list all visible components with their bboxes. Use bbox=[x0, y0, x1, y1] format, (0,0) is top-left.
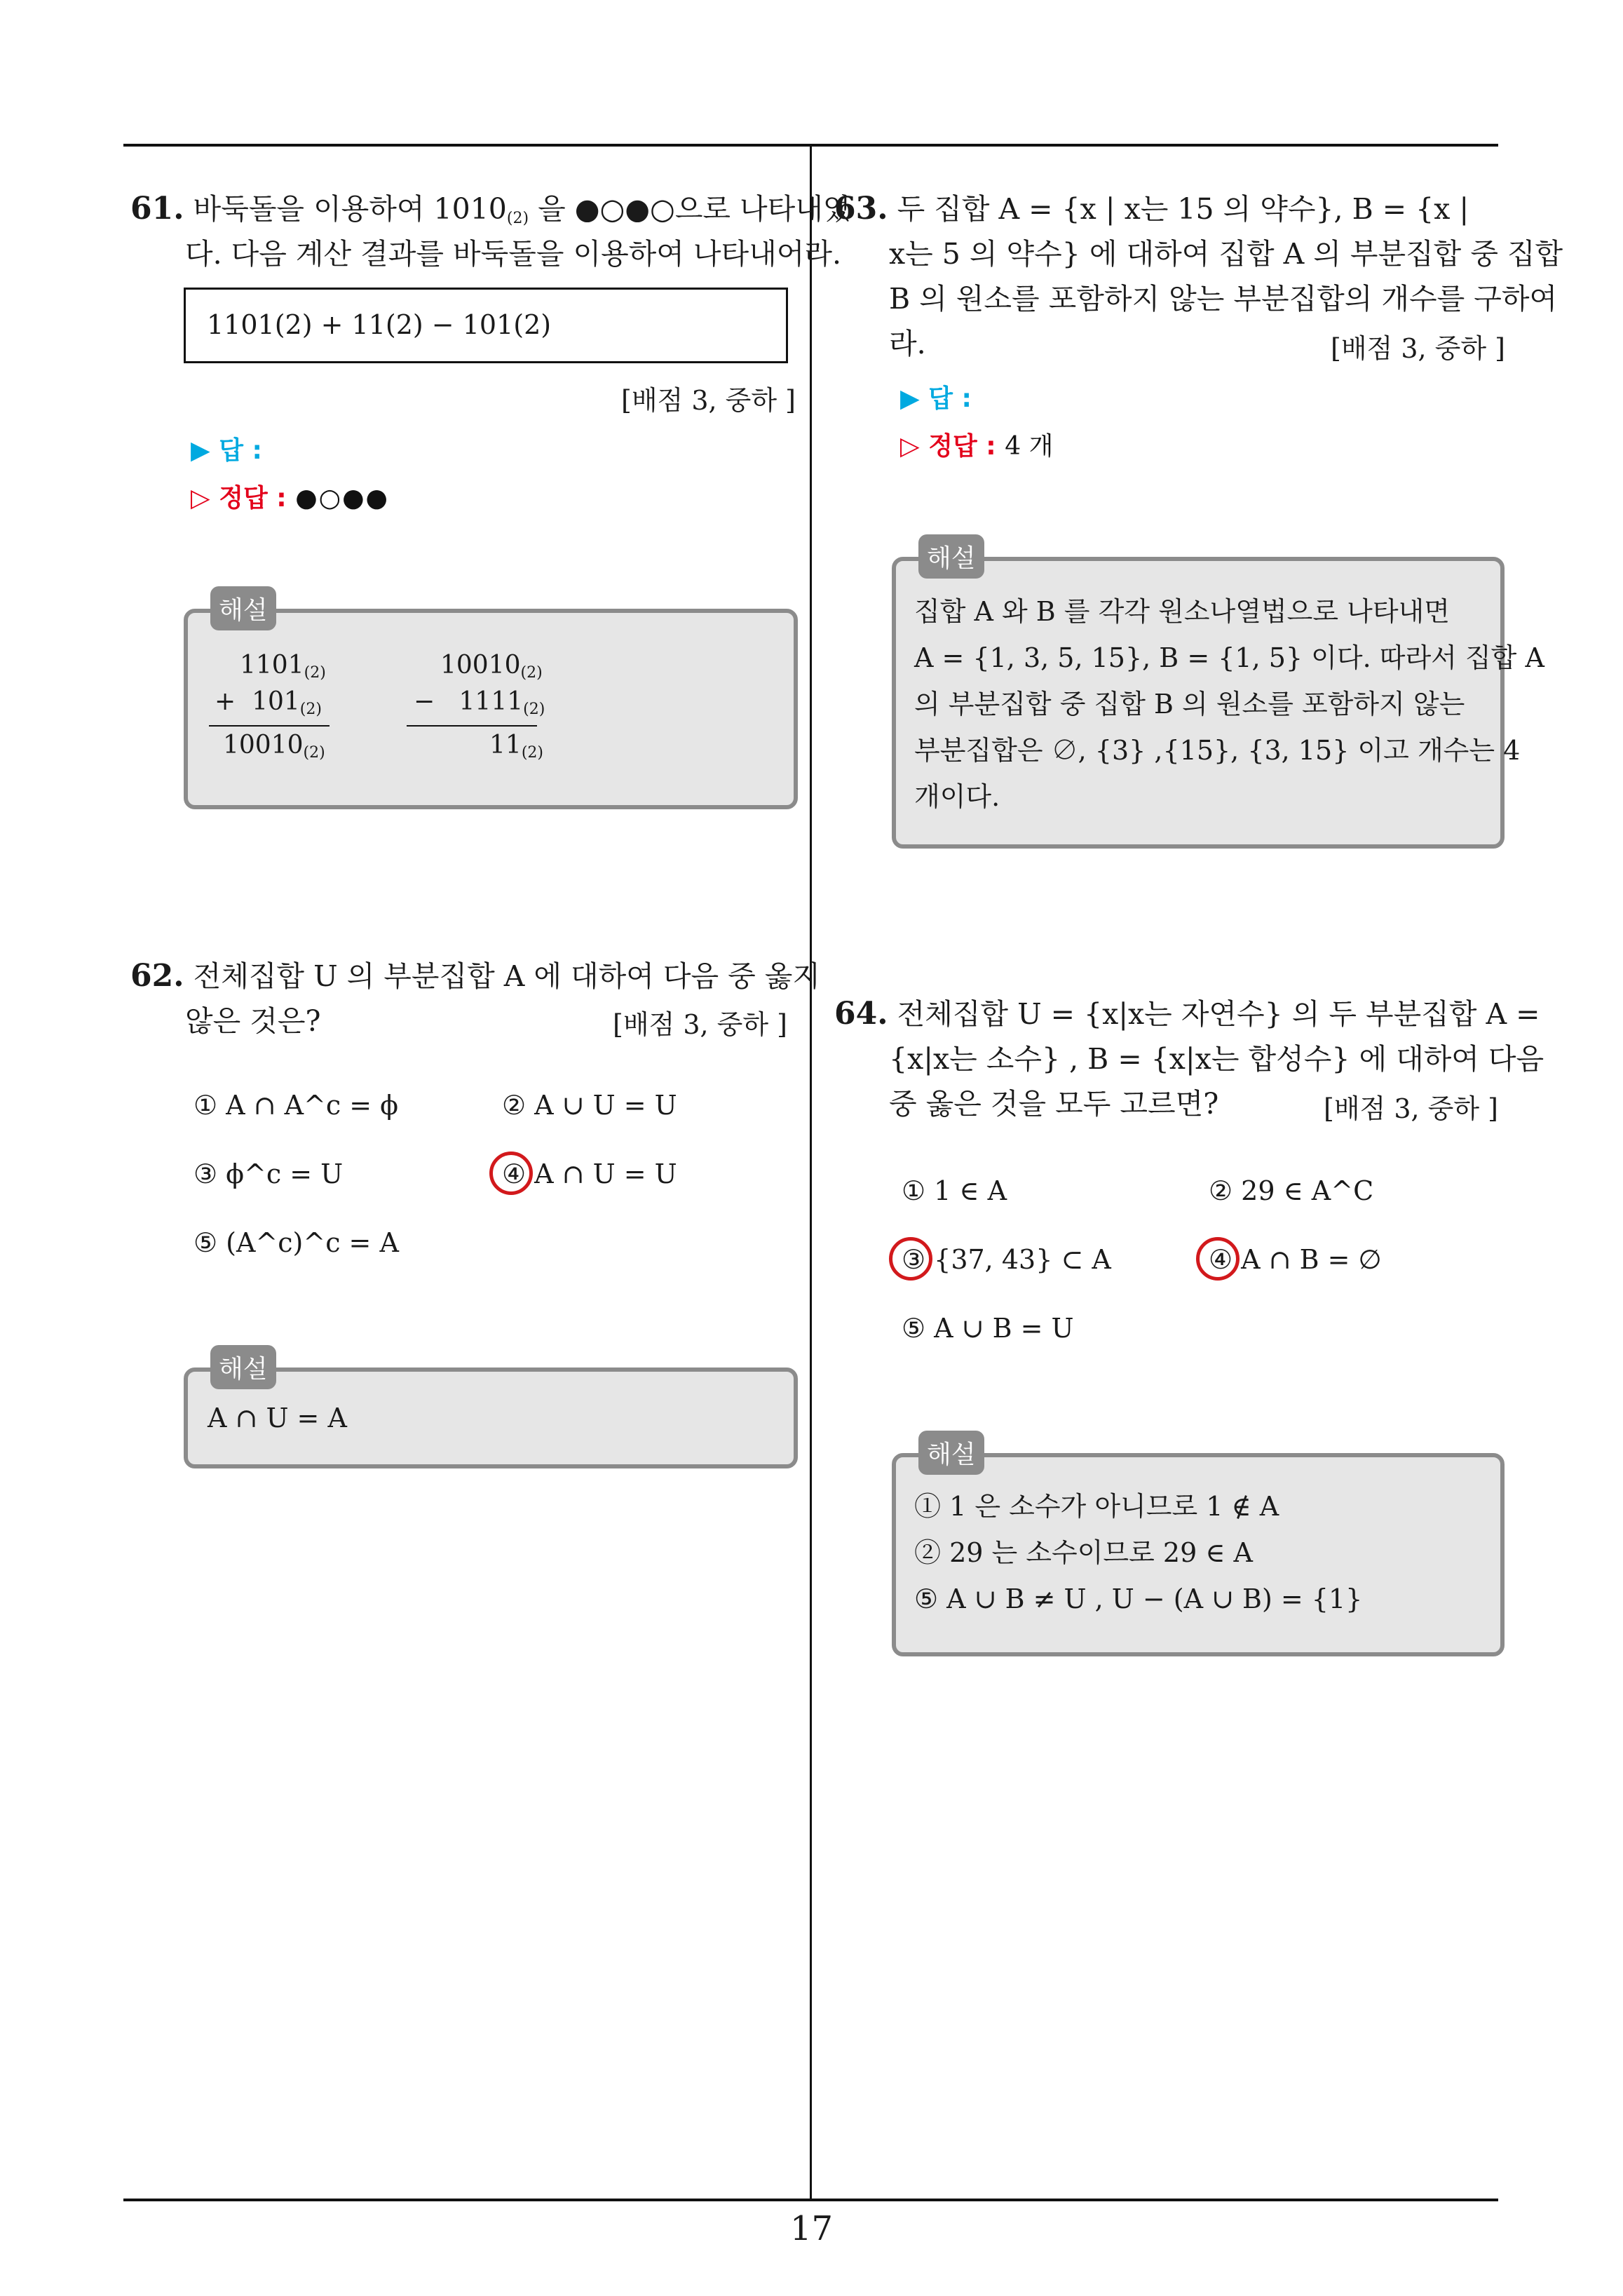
problem-number: 62. bbox=[130, 958, 184, 994]
problem-62-line1 bbox=[130, 954, 820, 999]
correct-label: ▷ 정답 : bbox=[191, 484, 287, 513]
correct-value: 4 개 bbox=[1005, 432, 1054, 461]
page-number: 17 bbox=[789, 2209, 834, 2248]
explanation-text: A ∩ U = A bbox=[208, 1403, 347, 1433]
choice-5: ⑤ (A^c)^c = A bbox=[193, 1227, 399, 1258]
answer-label: ▶ 답 : bbox=[191, 436, 262, 465]
answer-circle-mark bbox=[1196, 1237, 1240, 1281]
choice-1: ① 1 ∈ A bbox=[902, 1175, 1007, 1206]
correct-value: ●○●● bbox=[295, 484, 389, 513]
choice-4: ④ A ∩ U = U bbox=[502, 1159, 677, 1189]
calc1-b: + $101_{(2)}$ bbox=[215, 687, 322, 718]
problem-63-line3: B 의 원소를 포함하지 않는 부분집합의 개수를 구하여 bbox=[889, 282, 1558, 316]
column-divider bbox=[810, 144, 812, 2201]
answer-label: ▶ 답 : bbox=[900, 384, 972, 413]
problem-64-line1 bbox=[834, 992, 1540, 1036]
explanation-line-3: ⑤ A ∪ B ≠ U , U − (A ∪ B) = {1} bbox=[914, 1583, 1363, 1614]
correct-answer bbox=[900, 426, 1053, 462]
problem-number: 64. bbox=[834, 996, 888, 1032]
explanation-tag: 해설 bbox=[210, 1345, 276, 1389]
problem-number: 63. bbox=[834, 191, 888, 227]
choice-1: ① A ∩ A^c = ϕ bbox=[193, 1090, 399, 1121]
problem-63-line4: 라. bbox=[889, 327, 926, 360]
explanation-tag: 해설 bbox=[210, 586, 276, 630]
explanation-line-3: 의 부분집합 중 집합 B 의 원소를 포함하지 않는 bbox=[914, 689, 1465, 720]
problem-63-line1 bbox=[834, 187, 1469, 231]
explanation-line-2: A = {1, 3, 5, 15}, B = {1, 5} 이다. 따라서 집합 A bbox=[914, 642, 1544, 673]
bottom-rule bbox=[123, 2199, 1498, 2201]
points-label: [배점 3, 중하 ] bbox=[613, 1009, 787, 1040]
calc2-a: $10010_{(2)}$ bbox=[440, 651, 543, 682]
points-label: [배점 3, 중하 ] bbox=[1324, 1093, 1498, 1124]
choice-3: ③ ϕ^c = U bbox=[193, 1159, 344, 1189]
calc2-rule bbox=[407, 725, 537, 727]
problem-61-text-a: 바둑돌을 이용하여 1010 bbox=[193, 192, 507, 226]
base-subscript: (2) bbox=[506, 210, 529, 227]
correct-label: ▷ 정답 : bbox=[900, 432, 996, 461]
calc1-rule bbox=[209, 725, 330, 727]
problem-62-line2: 않은 것은? bbox=[185, 1004, 321, 1038]
calc2-result: $11_{(2)}$ bbox=[489, 731, 543, 762]
problem-61-line2: 다. 다음 계산 결과를 바둑돌을 이용하여 나타내어라. bbox=[185, 237, 841, 271]
explanation-tag: 해설 bbox=[918, 1431, 984, 1475]
explanation-line-5: 개이다. bbox=[914, 781, 1000, 812]
problem-63-text: 두 집합 A = {x | x는 15 의 약수}, B = {x | bbox=[897, 192, 1469, 226]
expression-box bbox=[184, 288, 788, 363]
choice-2: ② 29 ∈ A^C bbox=[1209, 1175, 1374, 1206]
explanation-line-1: 집합 A 와 B 를 각각 원소나열법으로 나타내면 bbox=[914, 596, 1450, 627]
problem-64-text: 전체집합 U = {x|x는 자연수} 의 두 부분집합 A = bbox=[897, 997, 1540, 1031]
answer-circle-mark bbox=[489, 1152, 533, 1195]
answer-circle-mark bbox=[889, 1237, 932, 1281]
points-label: [배점 3, 중하 ] bbox=[1331, 333, 1505, 364]
problem-61-text-b: 을 ●○●○으로 나타내었 bbox=[529, 192, 851, 226]
correct-answer bbox=[191, 478, 389, 514]
choice-4: ④ A ∩ B = ∅ bbox=[1209, 1244, 1382, 1275]
calc1-result: $10010_{(2)}$ bbox=[223, 731, 325, 762]
problem-64-line2: {x|x는 소수} , B = {x|x는 합성수} 에 대하여 다음 bbox=[889, 1042, 1544, 1076]
choice-3: ③ {37, 43} ⊂ A bbox=[902, 1244, 1111, 1275]
choice-5: ⑤ A ∪ B = U bbox=[902, 1313, 1074, 1344]
problem-number: 61. bbox=[130, 191, 184, 227]
problem-62-text: 전체집합 U 의 부분집합 A 에 대하여 다음 중 옳지 bbox=[193, 959, 820, 993]
problem-63-line2: x는 5 의 약수} 에 대하여 집합 A 의 부분집합 중 집합 bbox=[889, 237, 1563, 271]
calc2-b: − $1111_{(2)}$ bbox=[414, 687, 545, 718]
problem-64-line3: 중 옳은 것을 모두 고르면? bbox=[889, 1087, 1219, 1121]
explanation-line-1: ① 1 은 소수가 아니므로 1 ∉ A bbox=[914, 1491, 1279, 1522]
choice-2: ② A ∪ U = U bbox=[502, 1090, 677, 1121]
explanation-tag: 해설 bbox=[918, 534, 984, 579]
expression: 1101(2) + 11(2) − 101(2) bbox=[207, 309, 552, 340]
calc1-a: $1101_{(2)}$ bbox=[240, 651, 326, 682]
points-label: [배점 3, 중하 ] bbox=[621, 385, 796, 416]
explanation-line-2: ② 29 는 소수이므로 29 ∈ A bbox=[914, 1537, 1254, 1568]
explanation-line-4: 부분집합은 ∅, {3} ,{15}, {3, 15} 이고 개수는 4 bbox=[914, 735, 1521, 766]
